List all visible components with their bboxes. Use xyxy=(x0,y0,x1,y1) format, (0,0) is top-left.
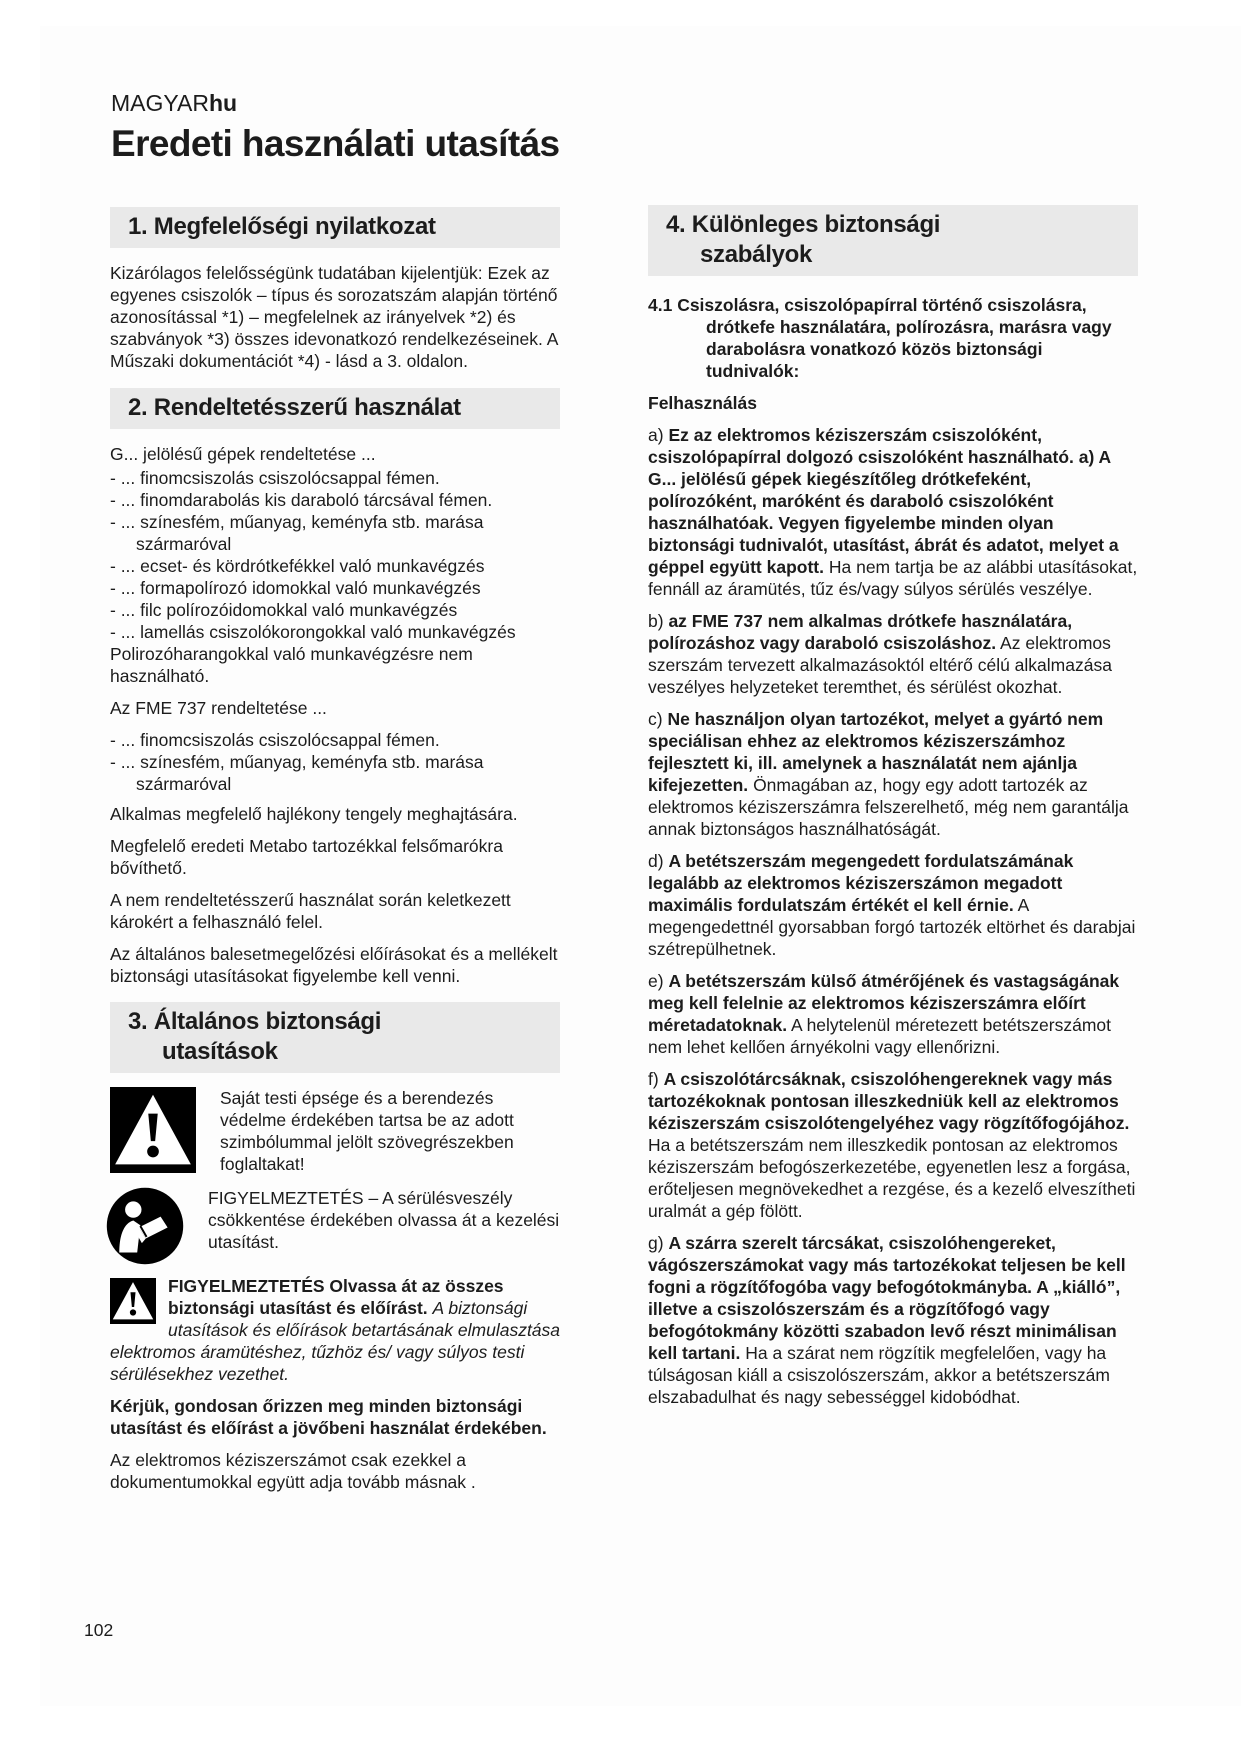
list-item: - ... ecset- és kördrótkefékkel való munkavégzés xyxy=(110,556,485,576)
left-column xyxy=(110,207,560,1503)
paragraph-rest: A megengedettnél gyorsabban forgó tartozék eltörhet és darabjai szétrepülhetnek. xyxy=(648,895,1136,959)
section-3-heading-line2: utasítások xyxy=(162,1038,278,1065)
section-1-heading xyxy=(110,207,560,248)
paragraph-letter: b) xyxy=(648,611,664,631)
read-all-warning-italic: A biztonsági utasítások és előírások betartásának elmulasztása elektromos áramütéshez, tűzhöz és/ vagy súlyos testi sérülésekhez vezethet. xyxy=(110,1298,561,1384)
section-4-heading-line2: szabályok xyxy=(700,241,813,268)
safety-paragraph-c xyxy=(648,708,1138,840)
paragraph-rest: Ha a szárat nem rögzítik megfelelően, vagy ha túlságosan kiáll a csiszolószerszám, akkor a betétszerszám elszabadulhat és nagy sebességgel kidobódhat. xyxy=(648,1343,1110,1407)
section-2-heading-text: 2. Rendeltetésszerű használat xyxy=(128,394,461,421)
list-item: - ... színesfém, műanyag, keményfa stb. marása szármaróval xyxy=(110,512,484,554)
page-number: 102 xyxy=(84,1620,114,1640)
intended-use-list-g xyxy=(110,467,560,643)
language-tag xyxy=(111,90,711,116)
paragraph-letter: g) xyxy=(648,1233,664,1253)
section-3-heading xyxy=(110,1002,560,1073)
paragraph-rest: Ha nem tartja be az alábbi utasításokat, fennáll az áramütés, tűz és/vagy súlyos sérülés veszélye. xyxy=(648,557,1138,599)
intended-use-intro-fme: Az FME 737 rendeltetése ... xyxy=(110,698,327,718)
flexible-shaft-note: Alkalmas megfelelő hajlékony tengely meghajtására. xyxy=(110,804,518,824)
language-code: hu xyxy=(208,90,238,116)
use-label: Felhasználás xyxy=(648,393,757,413)
polishing-bells-note: Polirozóharangokkal való munkavégzésre nem használható. xyxy=(110,644,473,686)
section-3-heading-line1: 3. Általános biztonsági xyxy=(128,1008,382,1035)
safety-paragraph-a xyxy=(648,424,1138,600)
read-all-warning-bold: FIGYELMEZTETÉS Olvassa át az összes biztonsági utasítást és előírást. xyxy=(168,1276,504,1318)
paragraph-letter: a) xyxy=(648,425,664,445)
read-manual-icon xyxy=(110,1187,184,1265)
section-1-heading-text: 1. Megfelelőségi nyilatkozat xyxy=(128,213,436,240)
safety-paragraph-b xyxy=(648,610,1138,698)
list-item: - ... színesfém, műanyag, keményfa stb. marása szármaróval xyxy=(110,752,484,794)
section-4-1-heading: 4.1 Csiszolásra, csiszolópapírral történő csiszolásra, drótkefe használatára, polírozásra, marásra vagy darabolásra vonatkozó közös biztonsági tudnivalók: xyxy=(648,295,1112,381)
section-2-heading xyxy=(110,388,560,429)
safety-paragraph-e xyxy=(648,970,1138,1058)
pass-on-text: Az elektromos kéziszerszámot csak ezekkel a dokumentumokkal együtt adja tovább másnak . xyxy=(110,1450,476,1492)
paragraph-bold: Ez az elektromos kéziszerszám csiszolóként, csiszolópapírral dolgozó csiszolóként használható. a) A G... jelölésű gépek kiegészítőleg drótkefeként, polírozóként, maróként és daraboló csiszolóként használhatóak. Vegyen figyelembe minden olyan biztonsági tudnivalót, utasítást, ábrát és adatot, melyet a géppel együtt kapott. xyxy=(648,425,1119,577)
paragraph-bold: A betétszerszám külső átmérőjének és vastagságának meg kell felelnie az elektromos kéziszerszámra előírt méretadatoknak. xyxy=(648,971,1120,1035)
right-column xyxy=(648,205,1138,1418)
language-name: MAGYAR xyxy=(111,90,209,116)
paragraph-letter: e) xyxy=(648,971,664,991)
intended-use-intro-g: G... jelölésű gépek rendeltetése ... xyxy=(110,444,376,464)
section-4-heading-line1: 4. Különleges biztonsági xyxy=(666,211,941,238)
intended-use-list-fme xyxy=(110,729,560,795)
warning-triangle-small-icon xyxy=(110,1277,156,1325)
warning-triangle-icon xyxy=(110,1087,196,1175)
read-manual-row xyxy=(110,1187,560,1265)
paragraph-letter: f) xyxy=(648,1069,659,1089)
paragraph-rest: Az elektromos szerszám tervezett alkalmazásoktól eltérő célú alkalmazása veszélyes helyzeteket teremthet, és sérülést okozhat. xyxy=(648,633,1112,697)
read-all-warning xyxy=(110,1275,560,1385)
list-item: - ... formapolírozó idomokkal való munkavégzés xyxy=(110,578,481,598)
paragraph-letter: c) xyxy=(648,709,663,729)
conformity-declaration-text: Kizárólagos felelősségünk tudatában kijelentjük: Ezek az egyenes csiszolók – típus és sorozatszám alapján történő azonosítással *1) – megfelelnek az irányelvek *2) és szabványok *3) összes idevonatkozó rendelkezéseinek. A Műszaki dokumentációt *4) - lásd a 3. oldalon. xyxy=(110,263,558,371)
safety-paragraph-d xyxy=(648,850,1138,960)
page-header xyxy=(111,90,711,165)
list-item: - ... filc polírozóidomokkal való munkavégzés xyxy=(110,600,458,620)
list-item: - ... finomcsiszolás csiszolócsappal fémen. xyxy=(110,468,440,488)
safety-paragraph-g xyxy=(648,1232,1138,1408)
keep-instructions-text: Kérjük, gondosan őrizzen meg minden biztonsági utasítást és előírást a jövőbeni használat érdekében. xyxy=(110,1396,547,1438)
paragraph-rest: Ha a betétszerszám nem illeszkedik pontosan az elektromos kéziszerszám befogószerkezetébe, egyenetlen lesz a forgása, erőteljesen megnövekedhet a rezgése, és a kezelő elveszítheti uralmát a gép fölött. xyxy=(648,1135,1136,1221)
metabo-accessory-note: Megfelelő eredeti Metabo tartozékkal felsőmarókra bővíthető. xyxy=(110,836,503,878)
list-item: - ... finomdarabolás kis daraboló tárcsával fémen. xyxy=(110,490,493,510)
paragraph-bold: A csiszolótárcsáknak, csiszolóhengereknek vagy más tartozékoknak pontosan illeszkedniük kell az elektromos kéziszerszám csiszolótengelyéhez vagy rögzítőfogójához. xyxy=(648,1069,1130,1133)
section-4-heading xyxy=(648,205,1138,276)
list-item: - ... lamellás csiszolókorongokkal való munkavégzés xyxy=(110,622,516,642)
paragraph-letter: d) xyxy=(648,851,664,871)
accident-prevention-note: Az általános balesetmegelőzési előírásokat és a mellékelt biztonsági utasításokat figyelembe kell venni. xyxy=(110,944,558,986)
warning-symbol-text: Saját testi épsége és a berendezés védelme érdekében tartsa be az adott szimbólummal jelölt szövegrészekben foglaltakat! xyxy=(220,1088,514,1174)
paragraph-bold: A szárra szerelt tárcsákat, csiszolóhengereket, vágószerszámokat vagy más tartozékokat teljesen be kell fogni a rögzítőfogóba vagy befogótokmányba. A „kiálló”, illetve a csiszolószerszám és a rögzítőfogó vagy befogótokmány közötti szabadon levő részt minimálisan kell tartani. xyxy=(648,1233,1126,1363)
paragraph-rest: A helytelenül méretezett betétszerszámot nem lehet kellően árnyékolni vagy ellenőrizni. xyxy=(648,1015,1112,1057)
paragraph-bold: Ne használjon olyan tartozékot, melyet a gyártó nem speciálisan ehhez az elektromos kéziszerszámhoz fejlesztett ki, ill. amelynek a használatát nem ajánlja kifejezetten. xyxy=(648,709,1104,795)
page-title: Eredeti használati utasítás xyxy=(111,123,560,164)
warning-symbol-row xyxy=(110,1087,560,1175)
liability-note: A nem rendeltetésszerű használat során keletkezett károkért a felhasználó felel. xyxy=(110,890,511,932)
list-item: - ... finomcsiszolás csiszolócsappal fémen. xyxy=(110,730,440,750)
paragraph-bold: A betétszerszám megengedett fordulatszámának legalább az elektromos kéziszerszámon megadott maximális fordulatszám értékét el kell érnie. xyxy=(648,851,1074,915)
paragraph-rest: Önmagában az, hogy egy adott tartozék az elektromos kéziszerszámra felszerelhető, még nem garantálja annak biztonságos használhatóságát. xyxy=(648,775,1129,839)
paragraph-bold: az FME 737 nem alkalmas drótkefe használatára, polírozáshoz vagy daraboló csiszoláshoz. xyxy=(648,611,1073,653)
read-manual-text: FIGYELMEZTETÉS – A sérülésveszély csökkentése érdekében olvassa át a kezelési utasítást. xyxy=(208,1188,560,1252)
safety-paragraph-f xyxy=(648,1068,1138,1222)
